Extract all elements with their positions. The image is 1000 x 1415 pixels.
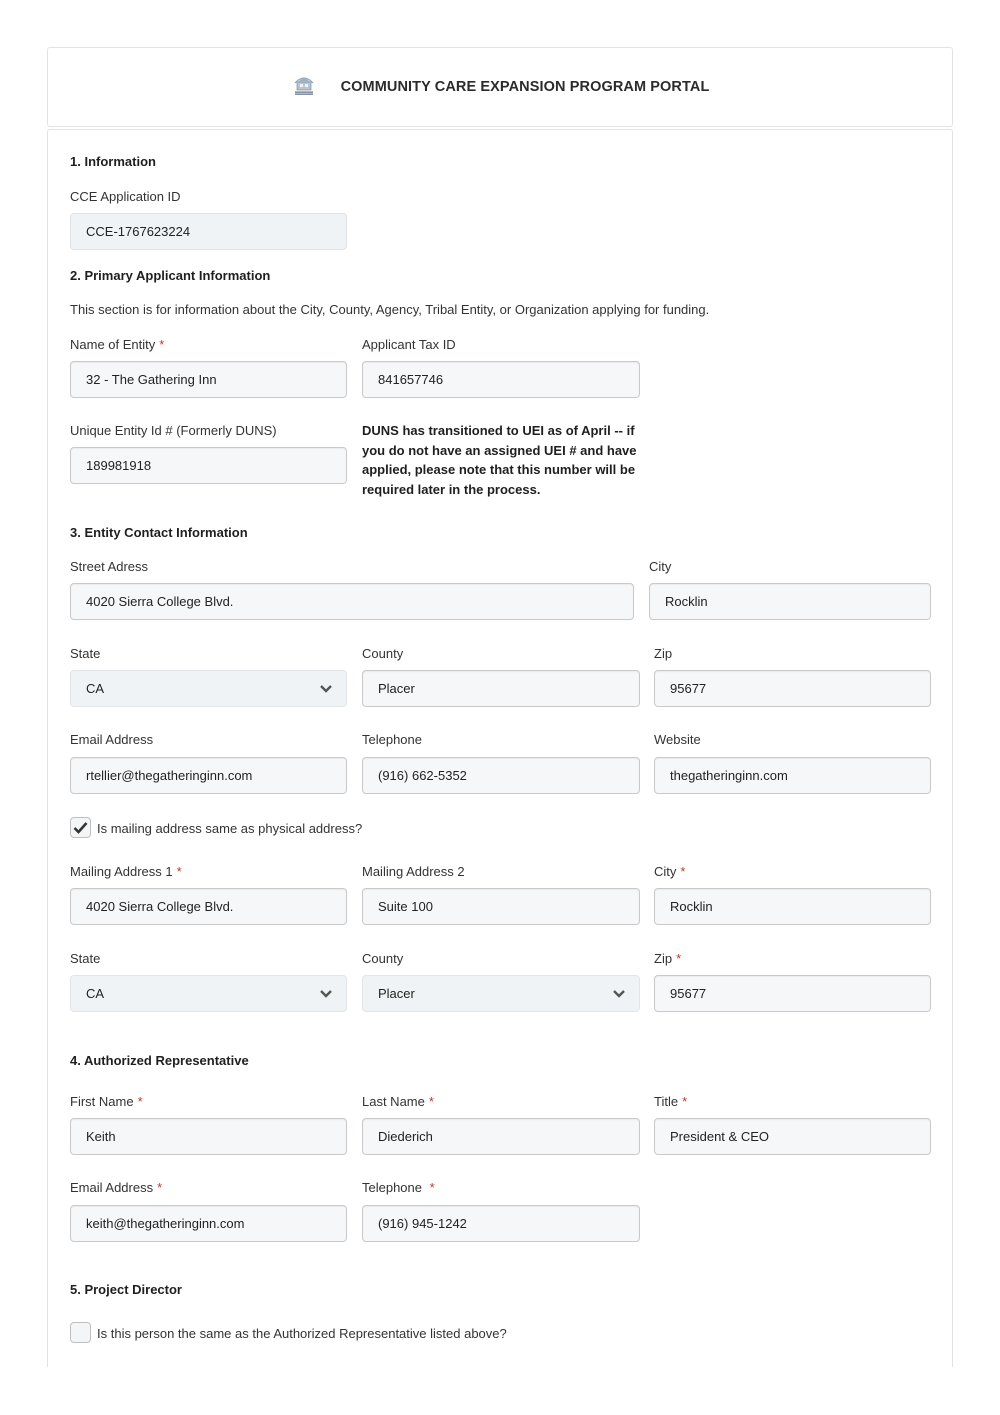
mailing-address-2-input[interactable]	[362, 888, 640, 925]
email-input[interactable]	[70, 757, 347, 794]
state-value: CA	[86, 681, 105, 696]
street-input[interactable]	[70, 583, 634, 620]
rep-email-label: Email Address *	[70, 1180, 163, 1195]
portal-title: COMMUNITY CARE EXPANSION PROGRAM PORTAL	[340, 79, 710, 95]
section-title-primary-applicant: 2. Primary Applicant Information	[70, 268, 271, 283]
county-value: Placer	[378, 681, 415, 696]
first-name-value: Keith	[86, 1129, 116, 1144]
state-select[interactable]	[70, 670, 347, 707]
uei-label: Unique Entity Id # (Formerly DUNS)	[70, 423, 277, 438]
portal-header	[47, 47, 953, 127]
required-marker: *	[137, 1094, 143, 1109]
last-name-input[interactable]	[362, 1118, 640, 1155]
app-id-label: CCE Application ID	[70, 189, 181, 204]
app-id-value: CCE-1767623224	[86, 224, 191, 239]
city-input[interactable]	[649, 583, 931, 620]
zip-label: Zip	[654, 646, 673, 661]
email-label: Email Address	[70, 732, 154, 747]
mailing-zip-label: Zip *	[654, 951, 682, 966]
section-title-authorized-rep: 4. Authorized Representative	[70, 1053, 249, 1068]
required-marker: *	[676, 951, 682, 966]
mailing-address-2-value: Suite 100	[378, 899, 433, 914]
section-title-entity-contact: 3. Entity Contact Information	[70, 525, 248, 540]
zip-input[interactable]	[654, 670, 931, 707]
last-name-label: Last Name *	[362, 1094, 434, 1109]
mailing-county-value: Placer	[378, 986, 415, 1001]
entity-name-input[interactable]	[70, 361, 347, 398]
app-id-field	[70, 213, 347, 250]
street-label: Street Adress	[70, 559, 149, 574]
entity-name-value: 32 - The Gathering Inn	[86, 372, 217, 387]
city-value: Rocklin	[665, 594, 708, 609]
website-value: thegatheringinn.com	[670, 768, 788, 783]
mailing-zip-input[interactable]	[654, 975, 931, 1012]
rep-email-value: keith@thegatheringinn.com	[86, 1216, 245, 1231]
street-value: 4020 Sierra College Blvd.	[86, 594, 234, 609]
mailing-zip-value: 95677	[670, 986, 707, 1001]
county-input[interactable]	[362, 670, 640, 707]
same-person-checkbox[interactable]	[70, 1322, 91, 1343]
rep-telephone-input[interactable]	[362, 1205, 640, 1242]
building-logo-icon	[291, 71, 317, 97]
required-marker: *	[680, 864, 686, 879]
website-label: Website	[654, 732, 701, 747]
required-marker: *	[428, 1094, 434, 1109]
mailing-state-label: State	[70, 951, 101, 966]
telephone-label: Telephone	[362, 732, 422, 747]
website-input[interactable]	[654, 757, 931, 794]
telephone-input[interactable]	[362, 757, 640, 794]
entity-name-label: Name of Entity *	[70, 337, 165, 352]
required-marker: *	[682, 1094, 688, 1109]
mailing-city-label: City *	[654, 864, 686, 879]
required-marker: *	[159, 337, 165, 352]
same-address-checkbox[interactable]	[70, 817, 91, 838]
first-name-input[interactable]	[70, 1118, 347, 1155]
first-name-label: First Name *	[70, 1094, 143, 1109]
rep-telephone-label: Telephone *	[362, 1180, 435, 1195]
mailing-state-select[interactable]	[70, 975, 347, 1012]
zip-value: 95677	[670, 681, 707, 696]
mailing-address-2-label: Mailing Address 2	[362, 864, 465, 879]
mailing-state-value: CA	[86, 986, 105, 1001]
same-person-label: Is this person the same as the Authorized Representative listed above?	[97, 1326, 507, 1341]
mailing-address-1-label: Mailing Address 1 *	[70, 864, 182, 879]
mailing-city-value: Rocklin	[670, 899, 713, 914]
city-label: City	[649, 559, 672, 574]
required-marker: *	[429, 1180, 435, 1195]
same-address-label: Is mailing address same as physical address?	[97, 821, 363, 836]
uei-input[interactable]	[70, 447, 347, 484]
email-value: rtellier@thegatheringinn.com	[86, 768, 253, 783]
title-value: President & CEO	[670, 1129, 769, 1144]
mailing-address-1-value: 4020 Sierra College Blvd.	[86, 899, 234, 914]
mailing-address-1-input[interactable]	[70, 888, 347, 925]
uei-value: 189981918	[86, 458, 152, 473]
county-label: County	[362, 646, 404, 661]
checkmark-icon	[73, 821, 88, 834]
tax-id-label: Applicant Tax ID	[362, 337, 456, 352]
section-description: This section is for information about the City, County, Agency, Tribal Entity, or Organization applying for funding.	[70, 302, 710, 317]
chevron-down-icon	[319, 989, 333, 999]
chevron-down-icon	[612, 989, 626, 999]
title-input[interactable]	[654, 1118, 931, 1155]
title-label: Title *	[654, 1094, 688, 1109]
telephone-value: (916) 662-5352	[378, 768, 467, 783]
last-name-value: Diederich	[378, 1129, 433, 1144]
mailing-city-input[interactable]	[654, 888, 931, 925]
required-marker: *	[157, 1180, 163, 1195]
required-marker: *	[176, 864, 182, 879]
uei-note: DUNS has transitioned to UEI as of April -- if you do not have an assigned UEI # and have applied, please note that this number will be required later in the process.	[362, 423, 637, 497]
section-title-project-director: 5. Project Director	[70, 1282, 182, 1297]
tax-id-value: 841657746	[378, 372, 444, 387]
mailing-county-select[interactable]	[362, 975, 640, 1012]
rep-email-input[interactable]	[70, 1205, 347, 1242]
section-title-information: 1. Information	[70, 154, 156, 169]
chevron-down-icon	[319, 684, 333, 694]
state-label: State	[70, 646, 101, 661]
rep-telephone-value: (916) 945-1242	[378, 1216, 467, 1231]
mailing-county-label: County	[362, 951, 404, 966]
tax-id-input[interactable]	[362, 361, 640, 398]
